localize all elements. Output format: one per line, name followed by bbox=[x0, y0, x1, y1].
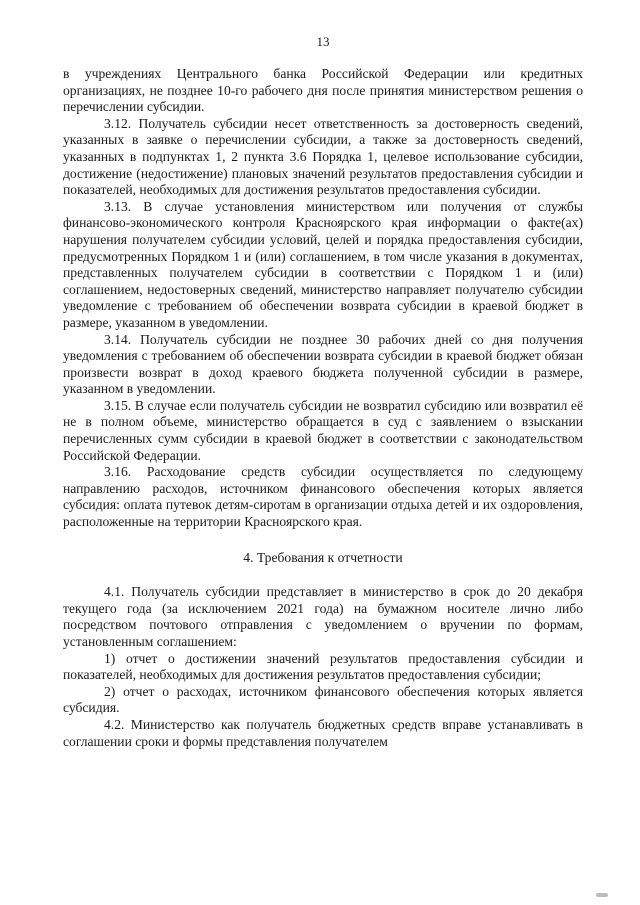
page-number: 13 bbox=[316, 34, 330, 49]
paragraph-4-2: 4.2. Министерство как получатель бюджетных средств вправе устанавливать в соглашении сроки и формы представления получателем bbox=[63, 716, 583, 749]
paragraph-continuation: в учреждениях Центрального банка Российской Федерации или кредитных организациях, не позднее 10-го рабочего дня после принятия министерством решения о перечислении субсидии. bbox=[63, 66, 583, 115]
section-heading: 4. Требования к отчетности bbox=[243, 549, 403, 565]
paragraph-3-15: 3.15. В случае если получатель субсидии не возвратил субсидию или возвратил её не в полном объеме, министерство обращается в суд с заявлением о взыскании перечисленных сумм субсидии в краевой бюджет в соответствии с законодательством Российской Федерации. bbox=[63, 397, 583, 463]
list-item-report-expenses: 2) отчет о расходах, источником финансового обеспечения которых является субсидия. bbox=[63, 683, 583, 716]
list-item-report-results: 1) отчет о достижении значений результатов предоставления субсидии и показателей, необходимых для достижения результатов предоставления субсидии; bbox=[63, 650, 583, 683]
paragraph-3-16: 3.16. Расходование средств субсидии осуществляется по следующему направлению расходов, источником финансового обеспечения которых является субсидия: оплата путевок детям-сиротам в организации отдыха детей и их оздоровления, расположенные на территории Красноярского края. bbox=[63, 464, 583, 530]
paragraph-3-12: 3.12. Получатель субсидии несет ответственность за достоверность сведений, указанных в заявке о перечислении субсидии, а также за достоверность сведений, указанных в подпунктах 1, 2 пункта 3.6 Порядка 1, целевое использование субсидии, достижение (недостижение) плановых значений результатов предоставления субсидии и показателей, необходимых для достижения результатов предоставления субсидии. bbox=[63, 115, 583, 198]
paragraph-4-1: 4.1. Получатель субсидии представляет в министерство в срок до 20 декабря текущего года (за исключением 2021 года) на бумажном носителе лично либо посредством почтового отправления с уведомлением о вручении по формам, установленным соглашением: bbox=[63, 584, 583, 649]
scan-artifact bbox=[596, 893, 608, 897]
paragraph-3-13: 3.13. В случае установления министерством или получения от службы финансово-экономического контроля Красноярского края информации о факте(ах) нарушения получателем субсидии условий, целей и порядка предоставления субсидии, предусмотренных Порядком 1 и (или) соглашением, в том числе указания в документах, представленных получателем субсидии в соответствии с Порядком 1 и (или) соглашением, недостоверных сведений, министерство направляет получателю субсидии уведомление с требованием об обеспечении возврата субсидии в краевой бюджет в размере, указанном в уведомлении. bbox=[63, 198, 583, 330]
paragraph-3-14: 3.14. Получатель субсидии не позднее 30 рабочих дней со дня получения уведомления с требованием об обеспечении возврата субсидии в краевой бюджет обязан произвести возврат в доход краевого бюджета полученной субсидии в размере, указанном в уведомлении. bbox=[63, 331, 583, 397]
